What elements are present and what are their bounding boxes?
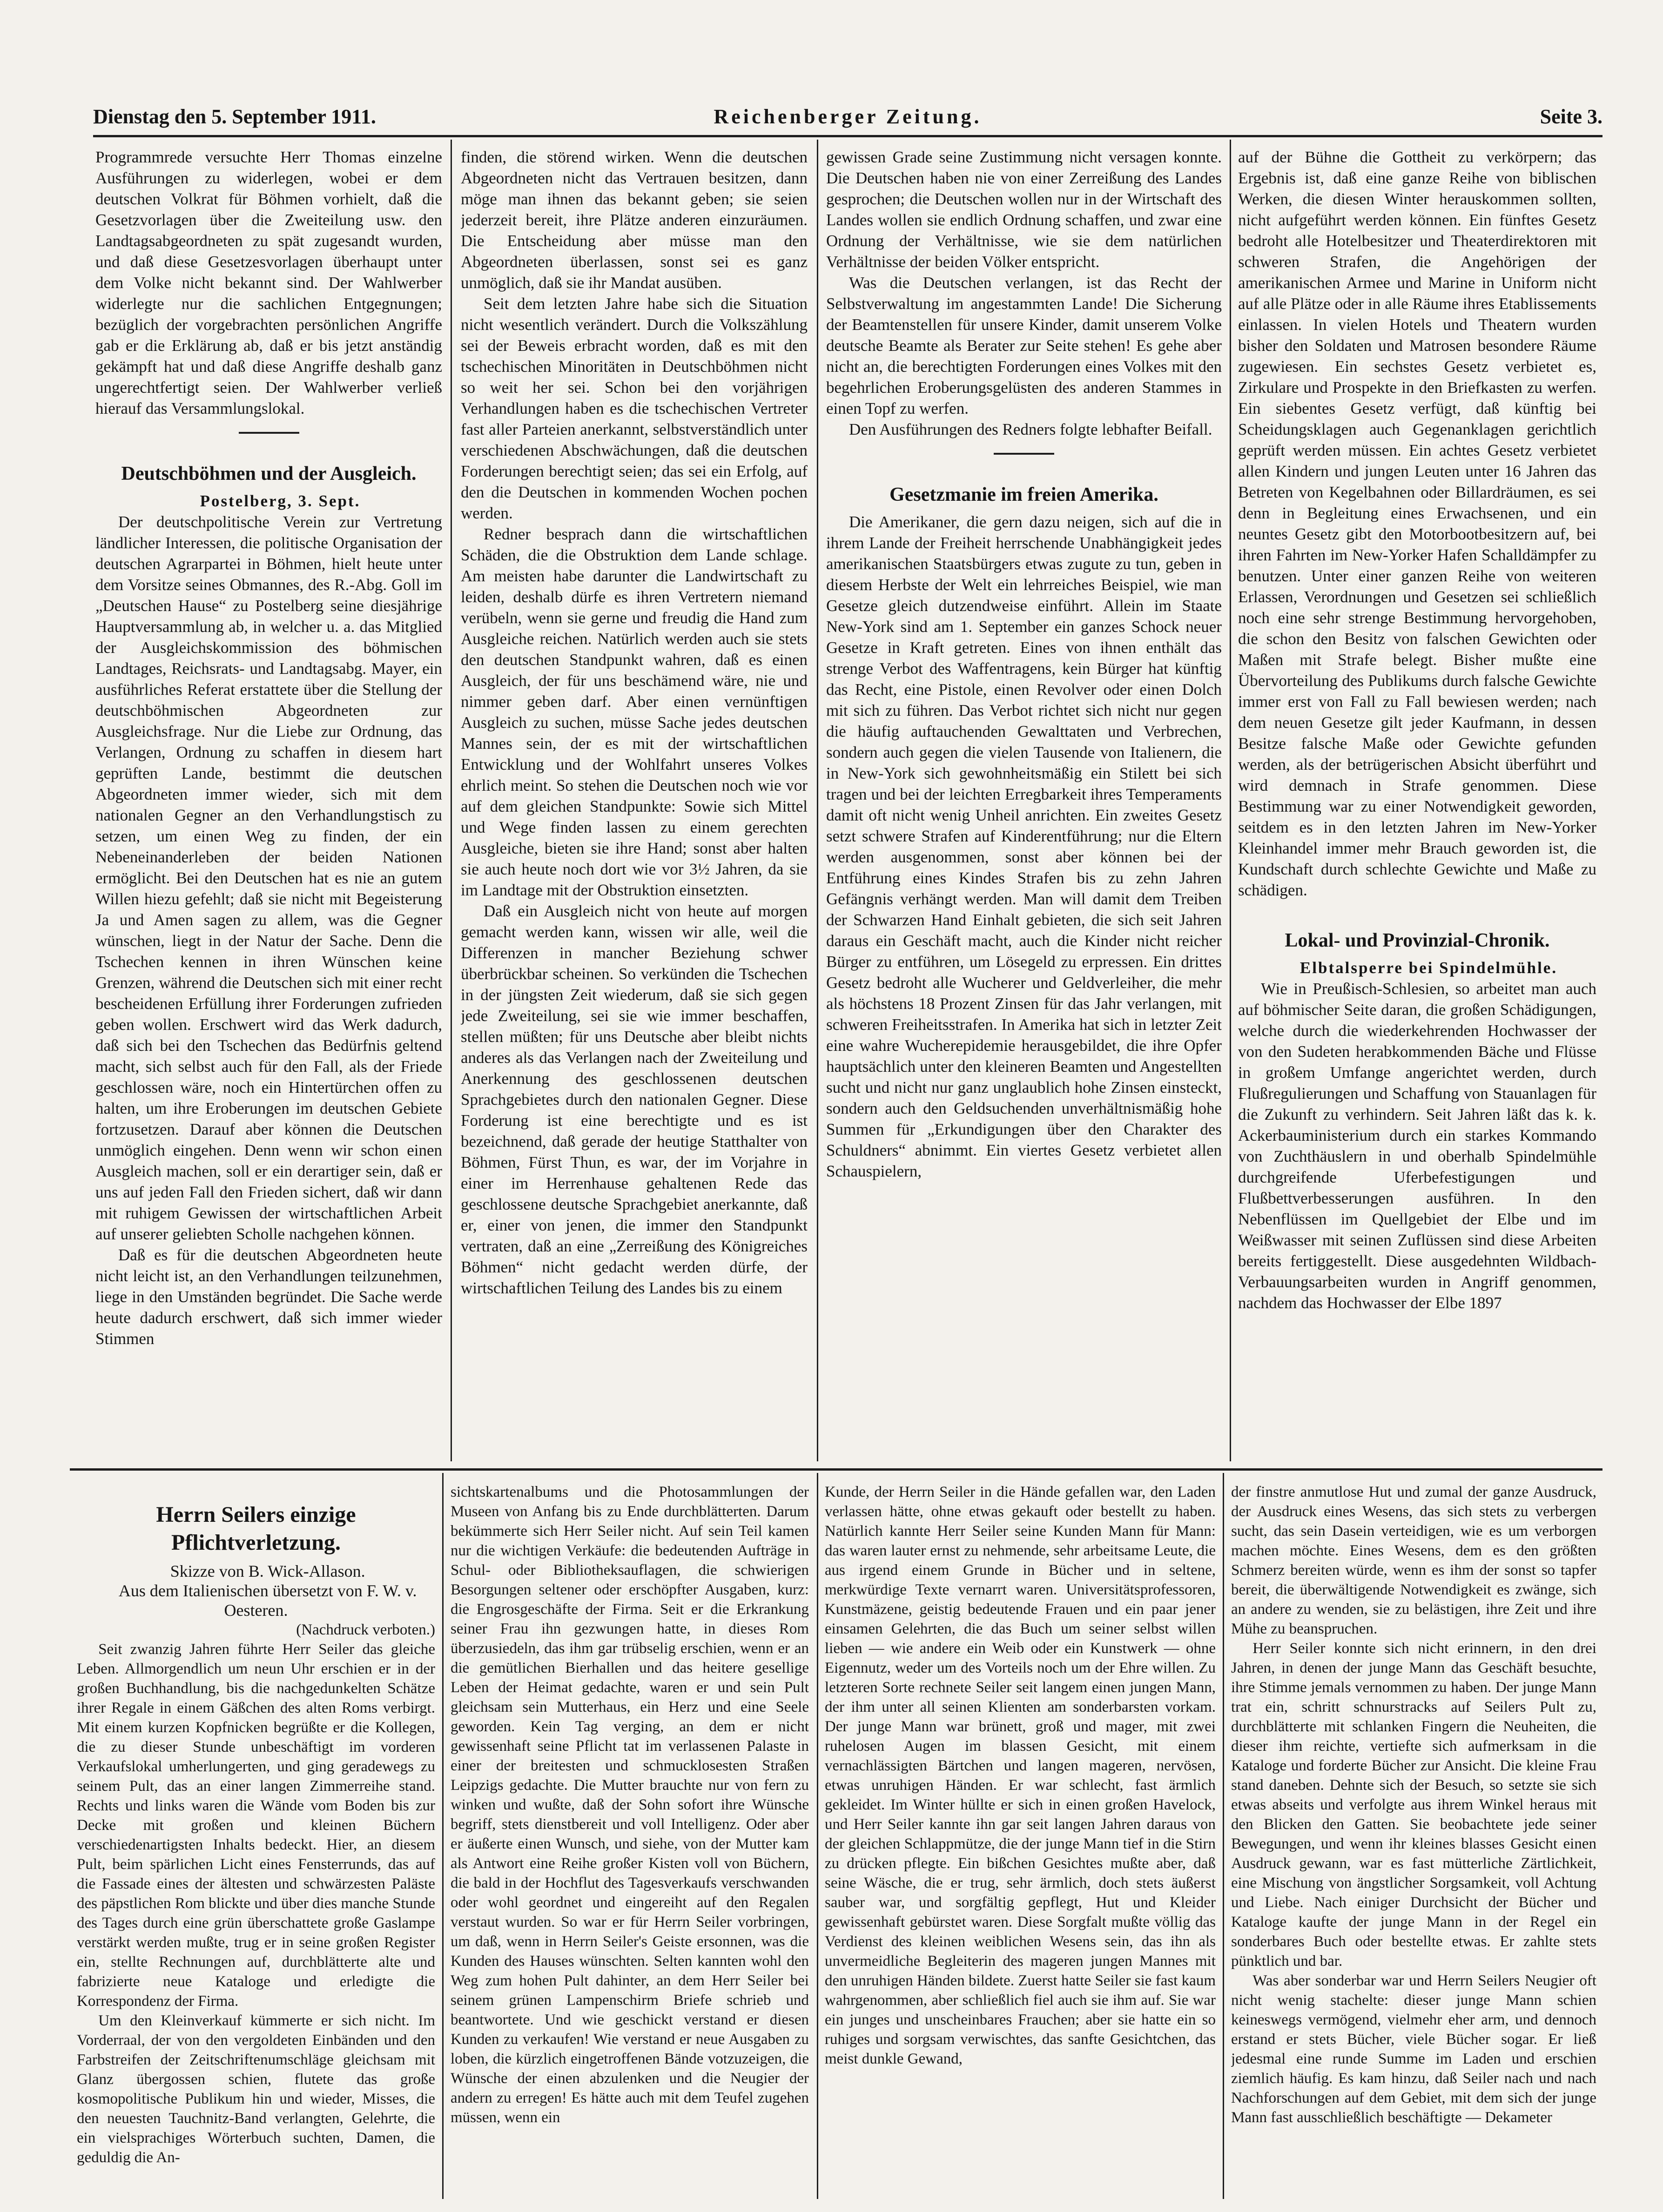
article-paragraph: Die Amerikaner, die gern dazu neigen, sich auf die in ihrem Lande der Freiheit herrschende Unabhängigkeit jedes amerikanischen Staatsbürgers etwas zugute zu tun, geben in diesem Herbste der Welt ein lehrreiches Beispiel, wie man Gesetze gleich dutzendweise einführt. Allein im Staate New-York sind am 1. September ein ganzes Schock neuer Gesetze in Kraft getreten. Eines von ihnen enthält das strenge Verbot des Waffentragens, kein Bürger hat künftig das Recht, eine Pistole, einen Revolver oder einen Dolch mit sich zu führen. Das Verbot richtet sich nicht nur gegen die häufig auftauchenden Gewalttaten und Verbrechen, sondern auch gegen die vielen Tausende von Italienern, die in New-York sich gewohnheitsmäßig ein Stilett bei sich tragen und bei der leichten Erregbarkeit ihres Temperaments damit oft nicht wenig Unheil anrichten. Ein zweites Gesetz setzt schwere Strafen auf Kinderentführung; nur die Eltern werden ausgenommen, sonst aber können bei der Entführung eines Kindes Strafen bis zu zehn Jahren Gefängnis verhängt werden. Man will damit dem Treiben der Schwarzen Hand Einhalt gebieten, die sich seit Jahren daraus ein Geschäft macht, auch die Kinder nicht reicher Bürger zu entführen, um Lösegeld zu erpressen. Ein drittes Gesetz bedroht alle Wucherer und Geldverleiher, die mehr als höchstens 18 Prozent Zinsen für das Jahr verlangen, mit schweren Freiheitsstrafen. In Amerika hat sich in letzter Zeit eine wahre Wucherepidemie herausgebildet, die ihre Opfer hauptsächlich unter den kleineren Beamten und Angestellten sucht und nicht nur ganz unglaublich hohe Zinsen einsteckt, sondern auch den Geldsuchenden unverhältnismäßig hohe Summen für „Erkundigungen über den Charakter des Schuldners“ abnimmt. Ein viertes Gesetz verbietet allen Schauspielern,	[826, 513, 1222, 1180]
column-divider	[442, 1473, 444, 2199]
feuilleton-rule	[70, 1468, 1602, 1471]
feuilleton-paragraph: Kunde, der Herrn Seiler in die Hände gefallen war, den Laden verlassen hätte, ohne etwas gekauft oder bestellt zu haben. Natürlich kannte Herr Seiler seine Kunden Mann für Mann: das waren lauter ernst zu nehmende, sehr arbeitsame Leute, die aus irgend einem Grunde in Bücher und in seltene, merkwürdige Texte vernarrt waren. Universitätsprofessoren, Kunstmäzene, geistig bedeutende Frauen und ein paar jener einsamen Gelehrten, die das Buch um seiner selbst willen lieben — wie andere ein Weib oder ein Kunstwerk — ohne Eigennutz, weder um des Vorteils noch um der Ehre willen. Zu letzteren Sorte rechnete Seiler seit langem einen jungen Mann, der ihm unter all seinen Klienten am sonderbarsten vorkam. Der junge Mann war brünett, groß und mager, mit zwei ruhelosen Augen im blassen Gesicht, mit einem vernachlässigten Bärtchen und langen mageren, nervösen, etwas unruhigen Händen. Er war schlecht, fast ärmlich gekleidet. Im Winter hüllte er sich in einen großen Havelock, und Herr Seiler kannte ihn gar seit langen Jahren daraus von der gleichen Schlappmütze, die der junge Mann tief in die Stirn zu drücken pflegte. Ein bißchen Gesichtes mußte aber, daß seine Wäsche, die er trug, sehr ärmlich, doch stets äußerst sauber war, und sorgfältig gepflegt, Hut und Kleider gewissenhaft gebürstet waren. Diese Sorgfalt mußte völlig das Verdienst des kleinen weiblichen Wesens sein, das ihn als unvermeidliche Begleiterin des mageren jungen Mannes mit den unruhigen Händen bildete. Zuerst hatte Seiler sie fast kaum wahrgenommen, aber schließlich fiel auch sie ihm auf. Sie war ein junges und unscheinbares Frauchen; aber sie hatte ein so ruhiges und sorgsam verwischtes, das sanfte Gesichtchen, das meist dunkle Gewand,	[825, 1484, 1216, 2067]
feuilleton-title: Herrn Seilers einzige Pflichtverletzung.	[156, 1502, 356, 1555]
dateline: Postelberg, 3. Sept.	[200, 492, 361, 510]
article-paragraph: finden, die störend wirken. Wenn die deutschen Abgeordneten nicht das Vertrauen besitzen, dann möge man ihnen das bekannt geben; sie seien jederzeit bereit, ihre Plätze anderen einzuräumen. Die Entscheidung aber müsse man den Abgeordneten überlassen, sonst sei es ganz unmöglich, daß sie ihr Mandat ausüben.	[461, 148, 808, 292]
separator	[239, 432, 299, 434]
article-paragraph: Der deutschpolitische Verein zur Vertretung ländlicher Interessen, die politische Organisation der deutschen Agrarpartei in Böhmen, hielt heute unter dem Vorsitze seines Obmannes, des R.-Abg. Goll im „Deutschen Hause“ zu Postelberg seine diesjährige Hauptversammlung ab, in welcher u. a. das Mitglied der Ausgleichskommission des böhmischen Landtages, Reichsrats- und Landtagsabg. Mayer, ein ausführliches Referat erstattete über die Stellung der deutschböhmischen Abgeordneten zur Ausgleichsfrage. Nur die Liebe zur Ordnung, das Verlangen, Ordnung zu schaffen in diesem hart geprüften Lande, bestimmt die deutschen Abgeordneten immer wieder, sich mit dem nationalen Gegner an den Verhandlungstisch zu setzen, um einen Weg zu finden, der ein Nebeneinanderleben der beiden Nationen ermöglicht. Bei den Deutschen hat es nie an gutem Willen hiezu gefehlt; daß sie nicht mit Begeisterung Ja und Amen sagen zu allem, was die Gegner wünschen, liegt in der Natur der Sache. Denn die Tschechen kennen in ihren Wünschen keine Grenzen, während die Deutschen sich mit einer recht bescheidenen Erfüllung ihrer Forderungen zufrieden geben wollen. Erschwert wird das Werk dadurch, daß sich bei den Tschechen das Bedürfnis geltend macht, sich selbst auch für den Fall, als der Friede geschlossen wäre, noch ein Hintertürchen offen zu halten, um ihre Eroberungen im deutschen Gebiete fortzusetzen. Darauf aber können die Deutschen unmöglich eingehen. Denn wenn wir schon einen Ausgleich machen, soll er ein derartiger sein, daß er uns auf jeden Fall den Frieden sichert, daß wir dann mit ruhigem Gewissen der wirtschaftlichen Arbeit auf unserer geliebten Scholle nachgehen können.	[95, 513, 442, 1243]
reprint-notice: (Nachdruck verboten.)	[296, 1621, 435, 1638]
feuilleton-paragraph: sichtskartenalbums und die Photosammlungen der Museen von Anfang bis zu Ende durchblätterten. Darum bekümmerte sich Herr Seiler nicht. Auf sein Teil kamen nur die wichtigen Verkäufe: die bedeutenden Aufträge in Schul- oder Bibliotheksauflagen, die schwierigen Besorgungen seltener oder erschöpfter Ausgaben, kurz: die Engrosgeschäfte der Firma. Seit er die Erkrankung seiner Frau ihn gezwungen hatte, in dieses Rom überzusiedeln, das ihm gar trübselig erschien, wenn er an die gemütlichen Bierhallen und das heitere gesellige Leben der Heimat gedachte, waren er und sein Pult gleichsam sein Mutterhaus, ein Herz und eine Seele geworden. Kein Tag verging, an dem er nicht gewissenhaft seine Pflicht tat im verlassenen Palaste in einer der breitesten und schmucklosesten Straßen Leipzigs gedachte. Die Mutter brauchte nur von fern zu winken und wußte, daß der Sohn sofort ihre Wünsche begriff, stets dienstbereit und voll Intelligenz. Oder aber er äußerte einen Wunsch, und siehe, von der Mutter kam als Antwort eine Reihe großer Kisten voll von Büchern, die bald in der Hochflut des Tagesverkaufs verschwanden oder wohl geordnet und eingereiht auf den Regalen verstaut wurden. So war er für Herrn Seiler vorbringen, um daß, wenn in Herrn Seiler's Geiste ersonnen, was die Kunden des Hauses wünschten. Selten kannten wohl den Weg zum hohen Pult dahinter, an dem Herr Seiler bei seinem grünen Lampenschirm Briefe schrieb und beantwortete. Und wie geschickt verstand er diesen Kunden zu verkaufen! Wie verstand er neue Ausgaben zu loben, die kürzlich eingetroffenen Bände votzuzeigen, die Wünsche der einen abzulenken und die Neugier der andern zu erregen! Es hätte auch mit dem Teufel zugehen müssen, wenn ein	[451, 1484, 809, 2126]
feuilleton-paragraph: Was aber sonderbar war und Herrn Seilers Neugier oft nicht wenig stachelte: dieser junge Mann schien keineswegs vermögend, vielmehr eher arm, und dennoch erstand er stets Bücher, viele Bücher sogar. Er ließ jedesmal eine runde Summe im Laden und erschien ziemlich häufig. Es kam hinzu, daß Seiler nach und nach Nachforschungen auf dem Gebiet, mit dem sich der junge Mann fast ausschließlich beschäftigte — Dekameter	[1231, 1972, 1596, 2126]
article-subheadline: Elbtalsperre bei Spindelmühle.	[1299, 959, 1558, 977]
feuilleton-paragraph: Um den Kleinverkauf kümmerte er sich nicht. Im Vorderraal, der von den vergoldeten Einbänden und den Farbstreifen der Zeitschriftenumschläge gleichsam mit Glanz übergossen schien, flutete das große kosmopolitische Publikum hin und wieder, Misses, die den neuesten Tauchnitz-Band verlangten, Gelehrte, die ein vielsprachiges Wörterbuch suchten, Damen, die geduldig die An-	[77, 2012, 435, 2166]
page-header	[93, 105, 1602, 133]
column-4	[1238, 147, 1596, 1459]
feuilleton-byline: Skizze von B. Wick-Allason.	[170, 1562, 365, 1580]
article-paragraph: Redner besprach dann die wirtschaftlichen Schäden, die die Obstruktion dem Lande schlage. Am meisten habe darunter die Landwirtschaft zu leiden, deshalb dürfe es ihren Vertretern niemand verübeln, wenn sie gerne und freudig die Hand zum Ausgleiche reichen. Natürlich werden auch sie stets den deutschen Standpunkt wahren, daß es einen Ausgleich, der für uns beschämend wäre, nie und nimmer geben darf. Aber einen vernünftigen Ausgleich zu suchen, müsse Sache jedes deutschen Mannes sein, der es mit der wirtschaftlichen Entwicklung und der Wohlfahrt unseres Volkes ehrlich meint. So stehen die Deutschen noch wie vor auf dem gleichen Standpunkte: Sowie sich Mittel und Wege finden lassen zu einem gerechten Ausgleiche, bieten sie ihre Hand; sonst aber halten sie auch heute noch dort wie vor 3½ Jahren, da sie im Landtage mit der Obstruktion einsetzten.	[461, 525, 808, 899]
feuilleton-paragraph: Herr Seiler konnte sich nicht erinnern, in den drei Jahren, in denen der junge Mann das Geschäft besuchte, ihre Stimme jemals vernommen zu haben. Der junge Mann trat ein, schritt schnurstracks auf Seilers Pult zu, durchblätterte mit schlanken Fingern die Neuheiten, die dieser ihm reichte, vertiefte sich aufmerksam in die Kataloge und forderte Bücher zur Ansicht. Die kleine Frau stand daneben. Dehnte sich der Besuch, so setzte sie sich etwas abseits und verfolgte aus ihrem Winkel heraus mit den Blicken den Gatten. Sie beobachtete jede seiner Bewegungen, und wenn ihr kleines blasses Gesicht einen Ausdruck gewann, war es fast mütterliche Zärtlichkeit, eine Mischung von ängstlicher Sorgsamkeit, voll Achtung und Liebe. Nach einiger Durchsicht der Bücher und Kataloge kaufte der junge Mann in der Regel ein sonderbares Buch oder bestellte etwas. Er zahlte stets pünktlich und bar.	[1231, 1640, 1596, 1970]
article-headline: Gesetzmanie im freien Amerika.	[889, 484, 1158, 505]
feuilleton-column-4	[1231, 1482, 1596, 2190]
column-divider	[817, 140, 818, 1461]
column-divider	[817, 1473, 818, 2199]
column-divider	[1223, 1473, 1224, 2199]
page-number: Seite 3.	[1540, 105, 1602, 128]
translation-note: Aus dem Italienischen übersetzt von F. W. v. Oesteren.	[118, 1581, 417, 1620]
column-3	[826, 147, 1222, 1459]
article-paragraph: Wie in Preußisch-Schlesien, so arbeitet man auch auf böhmischer Seite daran, die großen Schädigungen, welche durch die wiederkehrenden Hochwasser der von den Sudeten herabkommenden Bäche und Flüsse in großem Umfange angerichtet werden, durch Flußregulierungen und Schaffung von Stauanlagen für die Zukunft zu verhindern. Seit Jahren läßt das k. k. Ackerbauministerium durch ein starkes Kommando von Zuchthäuslern in und oberhalb Spindelmühle durchgreifende Uferbefestigungen und Flußbettverbesserungen ausführen. In den Nebenflüssen im Quellgebiet der Elbe und im Weißwasser mit seinen Zuflüssen sind diese Arbeiten bereits fertiggestellt. Diese ausgedehnten Wildbach-Verbauungsarbeiten wurden in Angriff genommen, nachdem das Hochwasser der Elbe 1897	[1238, 980, 1596, 1312]
feuilleton-column-3	[825, 1482, 1216, 2190]
article-paragraph: Daß es für die deutschen Abgeordneten heute nicht leicht ist, an den Verhandlungen teilzunehmen, liege in den Umständen begründet. Die Sache werde heute dadurch erschwert, daß sich immer wieder Stimmen	[95, 1246, 442, 1348]
header-rule	[93, 135, 1602, 137]
column-divider	[1230, 140, 1231, 1461]
feuilleton-paragraph: der finstre anmutlose Hut und zumal der ganze Ausdruck, der Ausdruck eines Wesens, das sich stets zu verbergen sucht, das sein Dasein verteidigen, wie es um verborgen machen möchte. Eines Wesens, dem es den größten Schmerz bereiten würde, wenn es ihm der sonst so tapfer bereit, die überwältigende Notwendigkeit es zwänge, sich an andere zu wenden, sie zu belästigen, ihre Zeit und ihre Mühe zu beanspruchen.	[1231, 1484, 1596, 1637]
article-paragraph: Den Ausführungen des Redners folgte lebhafter Beifall.	[849, 420, 1212, 438]
article-paragraph: Seit dem letzten Jahre habe sich die Situation nicht wesentlich verändert. Durch die Volkszählung sei der Beweis erbracht worden, daß es mit den tschechischen Minoritäten in Deutschböhmen nicht so weit her sei. Schon bei den vorjährigen Verhandlungen haben es die tschechischen Vertreter fast aller Parteien anerkannt, selbstverständlich unter verschiedenen Abschwächungen, daß die deutschen Forderungen berechtigt seien; das sei ein Erfolg, auf den die Deutschen in kommenden Wochen pochen werden.	[461, 295, 808, 522]
article-headline: Deutschböhmen und der Ausgleich.	[121, 463, 417, 484]
feuilleton-column-2	[451, 1482, 809, 2190]
column-2	[461, 147, 808, 1459]
article-paragraph: gewissen Grade seine Zustimmung nicht versagen konnte. Die Deutschen haben nie von einer Zerreißung des Landes gesprochen; die Deutschen wollen nur in der Wirtschaft des Landes wollen sie endlich Ordnung schaffen, und zwar eine Ordnung der Verhältnisse, wie sie dem natürlichen Verhältnisse der beiden Völker entspricht.	[826, 148, 1222, 271]
newspaper-title: Reichenberger Zeitung.	[714, 105, 982, 128]
column-1	[95, 147, 442, 1459]
article-paragraph: Was die Deutschen verlangen, ist das Recht der Selbstverwaltung im angestammten Lande! Die Sicherung der Beamtenstellen für unsere Kinder, damit unserem Volke deutsche Beamte als Berater zur Seite stehen! Es gehe aber nicht an, die berechtigten Forderungen eines Volkes mit den begehrlichen Eroberungsgelüsten des anderen Stammes in einen Topf zu werfen.	[826, 274, 1222, 417]
feuilleton-column-1	[77, 1482, 435, 2190]
separator	[994, 453, 1054, 455]
article-paragraph: auf der Bühne die Gottheit zu verkörpern; das Ergebnis ist, daß eine ganze Reihe von biblischen Werken, die diesen Winter herauskommen sollten, nicht aufgeführt werden können. Ein fünftes Gesetz bedroht alle Hotelbesitzer und Theaterdirektoren mit schweren Strafen, die Angehörigen der amerikanischen Armee und Marine in Uniform nicht auf alle Plätze oder in alle Räume ihres Etablissements einlassen. In vielen Hotels und Theatern wurden bisher den Soldaten und Matrosen besondere Räume zugewiesen. Ein sechstes Gesetz verbietet es, Zirkulare und Prospekte in den Briefkasten zu werfen. Ein siebentes Gesetz verfügt, daß künftig bei Scheidungsklagen auch Gegenanklagen gerichtlich geprüft werden müssen. Ein achtes Gesetz verbietet allen Kindern und jungen Leuten unter 16 Jahren das Betreten von Kegelbahnen oder Billardräumen, es sei denn in Begleitung eines Erwachsenen, und ein neuntes Gesetz gibt den Motorbootbesitzern auf, bei ihren Fahrten im New-Yorker Hafen Schalldämpfer zu benutzen. Unter einer ganzen Reihe von weiteren Erlassen, Verordnungen und Gesetzen sei schließlich noch eine sehr strenge Bestimmung hervorgehoben, die schon den Besitz von falschen Gewichten oder Maßen mit Strafe belegt. Bisher mußte eine Übervorteilung des Publikums durch falsche Gewichte immer erst von Fall zu Fall bewiesen werden; nach dem neuen Gesetze gilt jeder Kaufmann, in dessen Besitze falsche Maße oder Gewichte gefunden werden, als der betrügerischen Absicht überführt und wird demnach in Strafe genommen. Diese Bestimmung war zu einer Notwendigkeit geworden, seitdem es in den letzten Jahren im New-Yorker Kleinhandel immer mehr Brauch geworden ist, die Kundschaft durch schlechte Gewichte und Maße zu schädigen.	[1238, 148, 1596, 899]
issue-date: Dienstag den 5. September 1911.	[93, 105, 376, 128]
section-headline: Lokal- und Provinzial-Chronik.	[1285, 930, 1550, 951]
feuilleton-paragraph: Seit zwanzig Jahren führte Herr Seiler das gleiche Leben. Allmorgendlich um neun Uhr erschien er in der großen Buchhandlung, bis die nachgedunkelten Schätze ihrer Regale in einem Gäßchen des alten Roms verbirgt. Mit einem kurzen Kopfnicken begrüßte er die Kollegen, die zu dieser Stunde unbeschäftigt im vorderen Verkaufslokal umherlungerten, und ging geradewegs zu seinem Pult, das an einer langen Zimmerreihe stand. Rechts und links waren die Wände vom Boden bis zur Decke mit großen und kleinen Büchern verschiedenartigsten Inhalts bedeckt. Hier, an diesem Pult, beim spärlichen Licht eines Fensterrunds, das auf die Fassade eines der ältesten und schwärzesten Paläste des päpstlichen Rom blickte und über dies manche Stunde des Tages durch eine grün überschattete große Gaslampe verstärkt werden mußte, trug er in seine großen Register ein, stellte Rechnungen auf, durchblätterte alte und fabrizierte neue Kataloge und erledigte die Korrespondenz der Firma.	[77, 1641, 435, 2010]
column-divider	[451, 140, 452, 1461]
article-paragraph: Programmrede versuchte Herr Thomas einzelne Ausführungen zu widerlegen, wobei er dem deutschen Volkrat für Böhmen vorhielt, daß die Gesetzvorlagen über die Zweiteilung usw. den Landtagsabgeordneten zu spät zugesandt wurden, und daß diese Gesetzesvorlagen überhaupt unter dem Volke nicht bekannt sind. Der Wahlwerber widerlegte nur die sachlichen Entgegnungen; bezüglich der vorgebrachten persönlichen Angriffe gab er die Erklärung ab, daß er bis jetzt anständig gekämpft hat und daß diese Angriffe deshalb ganz ungerechtfertigt seien. Der Wahlwerber verließ hierauf das Versammlungslokal.	[95, 148, 442, 417]
article-paragraph: Daß ein Ausgleich nicht von heute auf morgen gemacht werden kann, wissen wir alle, weil die Differenzen in mancher Beziehung schwer überbrückbar scheinen. So verkünden die Tschechen in der jüngsten Zeit wiederum, daß sie sich gegen jede Zweiteilung, sei sie wie immer beschaffen, stellen müßten; für uns Deutsche aber bleibt nichts anderes als das Verlangen nach der Zweiteilung und Anerkennung des geschlossenen deutschen Sprachgebietes durch den nationalen Gegner. Diese Forderung ist eine berechtigte und es ist bezeichnend, daß gerade der heutige Statthalter von Böhmen, Fürst Thun, es war, der im Vorjahre in einer im Herrenhause gehaltenen Rede das geschlossene deutsche Sprachgebiet anerkannte, daß er, einer von jenen, die immer den Standpunkt vertraten, daß an eine „Zerreißung des Königreiches Böhmen“ nicht gedacht werden dürfe, der wirtschaftlichen Teilung des Landes bis zu einem	[461, 902, 808, 1297]
